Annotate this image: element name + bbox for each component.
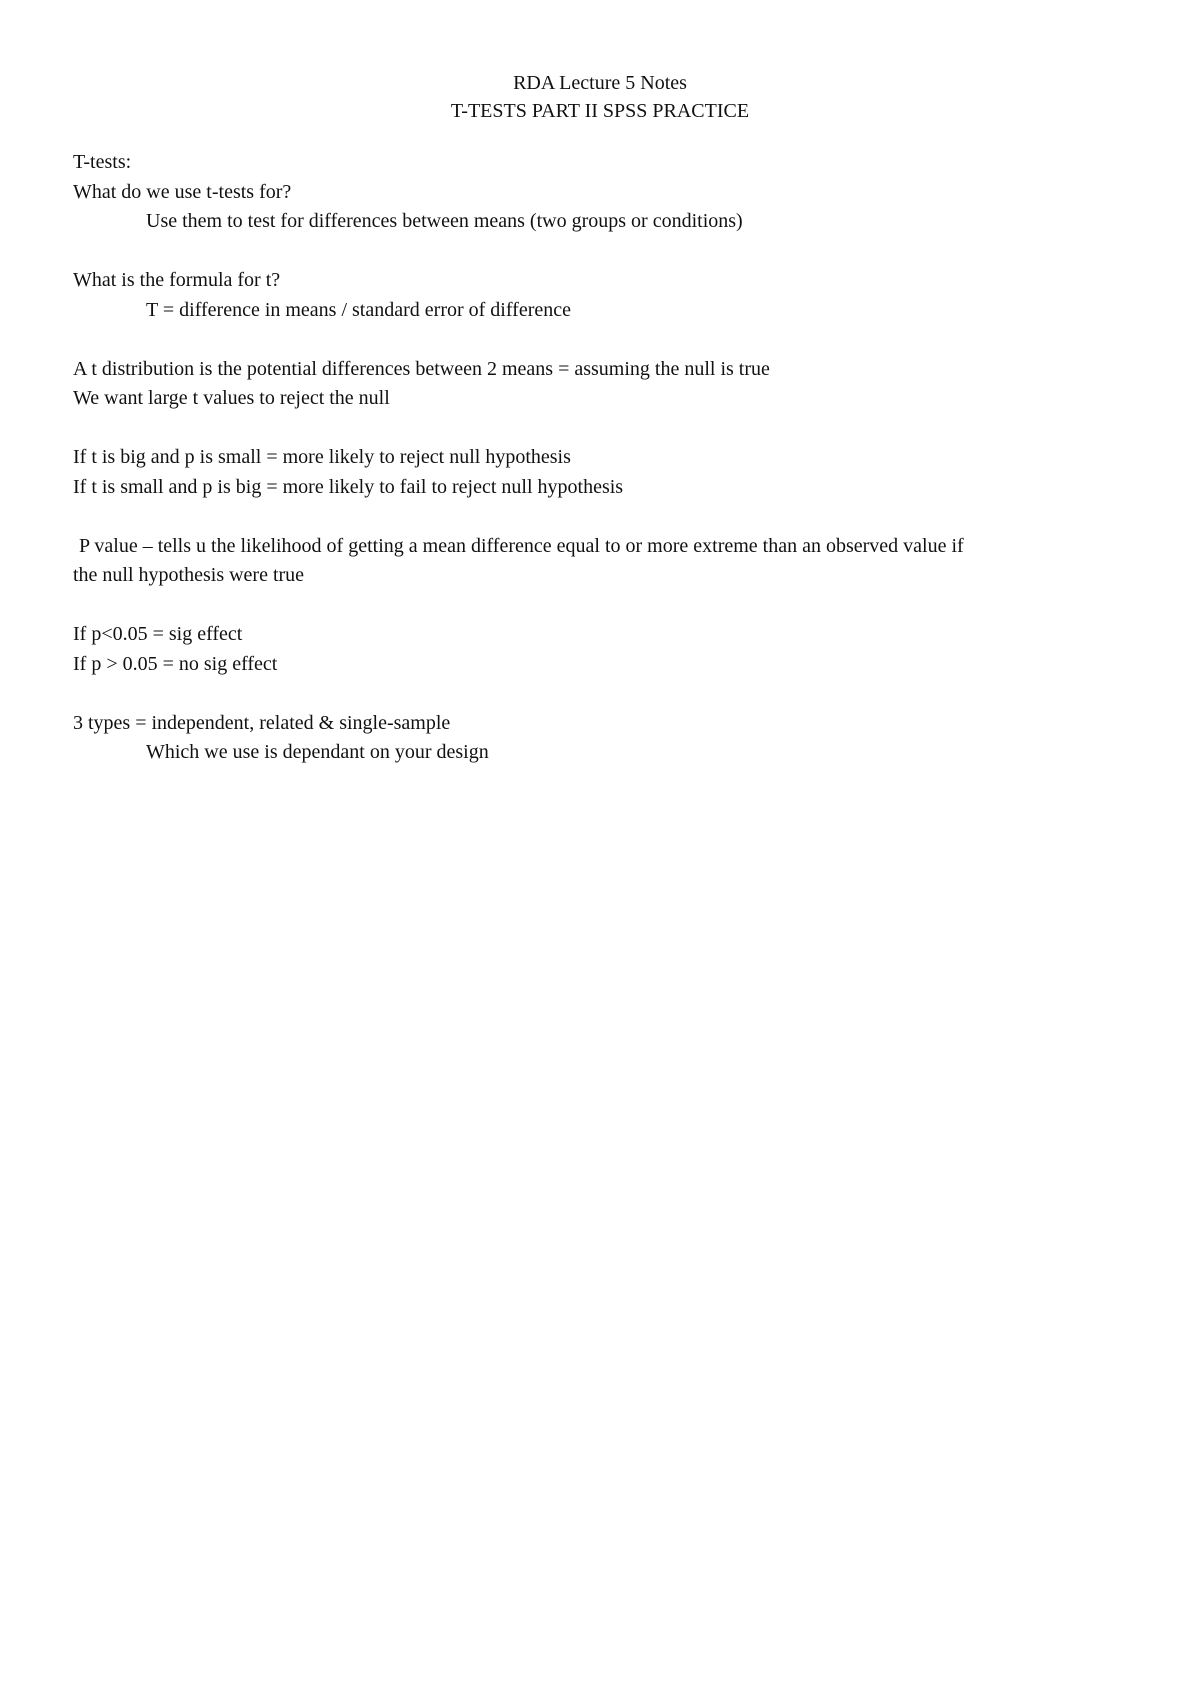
- lecture-title: RDA Lecture 5 Notes: [513, 72, 687, 94]
- question-use: What do we use t-tests for?: [73, 180, 292, 203]
- document-body: [73, 148, 1133, 768]
- no-sig-effect-line: If p > 0.05 = no sig effect: [73, 652, 278, 675]
- design-line: Which we use is dependant on your design: [146, 741, 489, 763]
- ttests-heading: T-tests:: [73, 151, 132, 173]
- sig-effect-line: If p<0.05 = sig effect: [73, 623, 243, 645]
- rule-reject-line: If t is big and p is small = more likely to reject null hypothesis: [73, 446, 571, 468]
- pvalue-definition-line1: P value – tells u the likelihood of getting a mean difference equal to or more extreme than an observed value if: [79, 534, 964, 557]
- answer-formula: T = difference in means / standard error of difference: [146, 298, 571, 321]
- pvalue-definition-line2: the null hypothesis were true: [73, 564, 305, 586]
- large-t-line: We want large t values to reject the null: [73, 387, 390, 409]
- spacer: [73, 591, 1133, 621]
- document-header: [0, 69, 1200, 125]
- spacer: [73, 325, 1133, 355]
- answer-use: Use them to test for differences between means (two groups or conditions): [146, 210, 743, 232]
- lecture-subtitle: T-TESTS PART II SPSS PRACTICE: [450, 100, 750, 122]
- spacer: [73, 237, 1133, 267]
- spacer: [73, 502, 1133, 532]
- t-distribution-line: A t distribution is the potential differences between 2 means = assuming the null is true: [73, 357, 770, 380]
- spacer: [73, 679, 1133, 709]
- rule-fail-line: If t is small and p is big = more likely to fail to reject null hypothesis: [73, 475, 624, 498]
- question-formula: What is the formula for t?: [73, 269, 281, 291]
- spacer: [73, 414, 1133, 444]
- types-line: 3 types = independent, related & single-sample: [73, 711, 451, 734]
